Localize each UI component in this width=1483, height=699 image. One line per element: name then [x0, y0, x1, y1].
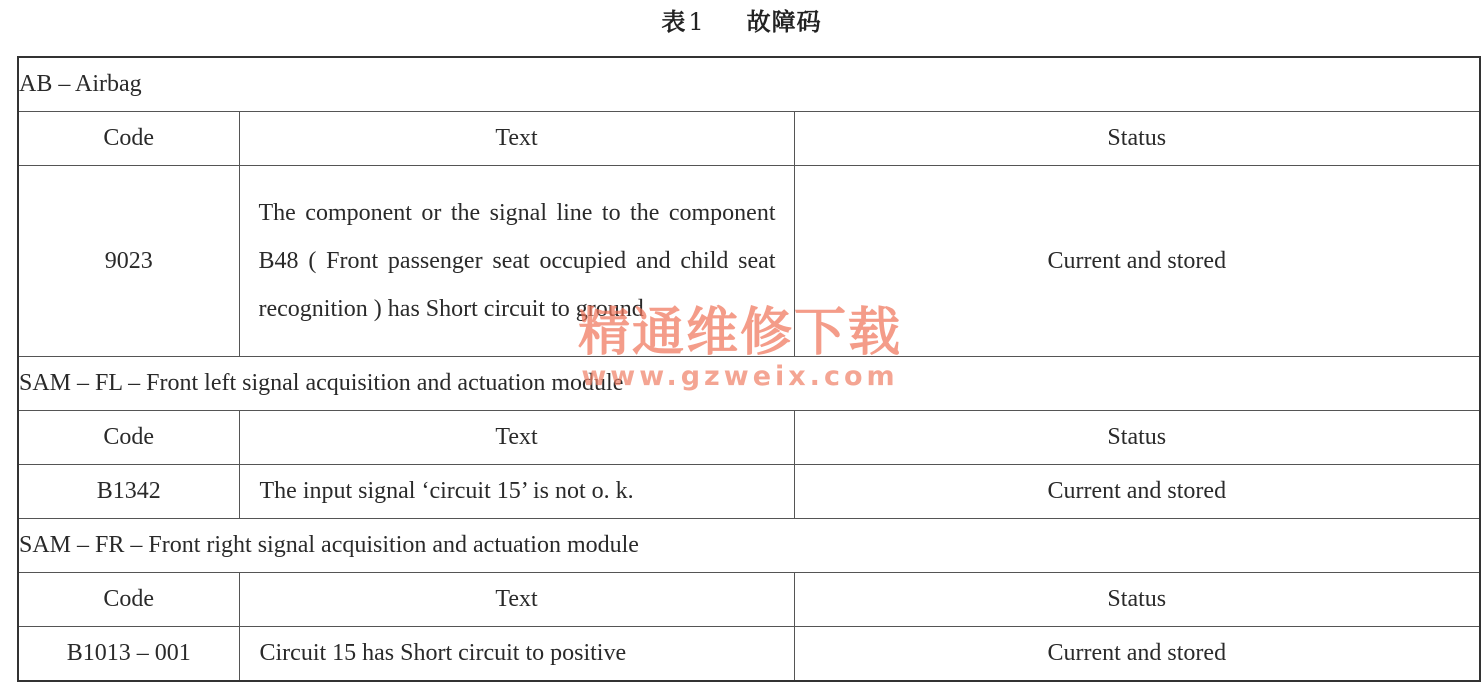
fault-code-cell: B1342: [18, 465, 239, 519]
watermark-title: 精通维修下载: [577, 303, 902, 363]
section-title: SAM – FR – Front right signal acquisition and actuation module: [18, 519, 1480, 573]
fault-text-cell: The input signal ‘circuit 15’ is not o. k.: [239, 465, 794, 519]
fault-status-cell: Current and stored: [794, 166, 1480, 357]
section-title: SAM – FL – Front left signal acquisition and actuation module: [18, 357, 1480, 411]
fault-text-cell: Circuit 15 has Short circuit to positive: [239, 627, 794, 682]
watermark-url: www.gzweix.com: [581, 361, 899, 392]
column-header-code: Code: [18, 411, 239, 465]
column-header-code: Code: [18, 573, 239, 627]
caption-title: 故障码: [746, 7, 822, 36]
column-header-text: Text: [239, 573, 794, 627]
caption-label: 表: [661, 7, 687, 36]
fault-status-cell: Current and stored: [794, 465, 1480, 519]
table-row: [18, 465, 1480, 519]
column-header-row: [18, 411, 1480, 465]
fault-status-cell: Current and stored: [794, 627, 1480, 682]
column-header-status: Status: [794, 411, 1480, 465]
column-header-status: Status: [794, 112, 1480, 166]
table-row: [18, 627, 1480, 682]
fault-code-table: [17, 56, 1481, 682]
column-header-row: [18, 112, 1480, 166]
section-title: AB – Airbag: [18, 57, 1480, 112]
section-header-airbag: [18, 57, 1480, 112]
section-header-sam-fr: [18, 519, 1480, 573]
column-header-code: Code: [18, 112, 239, 166]
table-caption: [0, 2, 1483, 37]
fault-text-cell: The component or the signal line to the component B48 ( Front passenger seat occupied and child seat recognition ) has Short circuit to ground: [239, 166, 794, 357]
fault-code-cell: B1013 – 001: [18, 627, 239, 682]
column-header-text: Text: [239, 112, 794, 166]
column-header-status: Status: [794, 573, 1480, 627]
column-header-text: Text: [239, 411, 794, 465]
fault-code-cell: 9023: [18, 166, 239, 357]
section-header-sam-fl: [18, 357, 1480, 411]
table-row: [18, 166, 1480, 357]
column-header-row: [18, 573, 1480, 627]
caption-number: 1: [688, 8, 705, 36]
